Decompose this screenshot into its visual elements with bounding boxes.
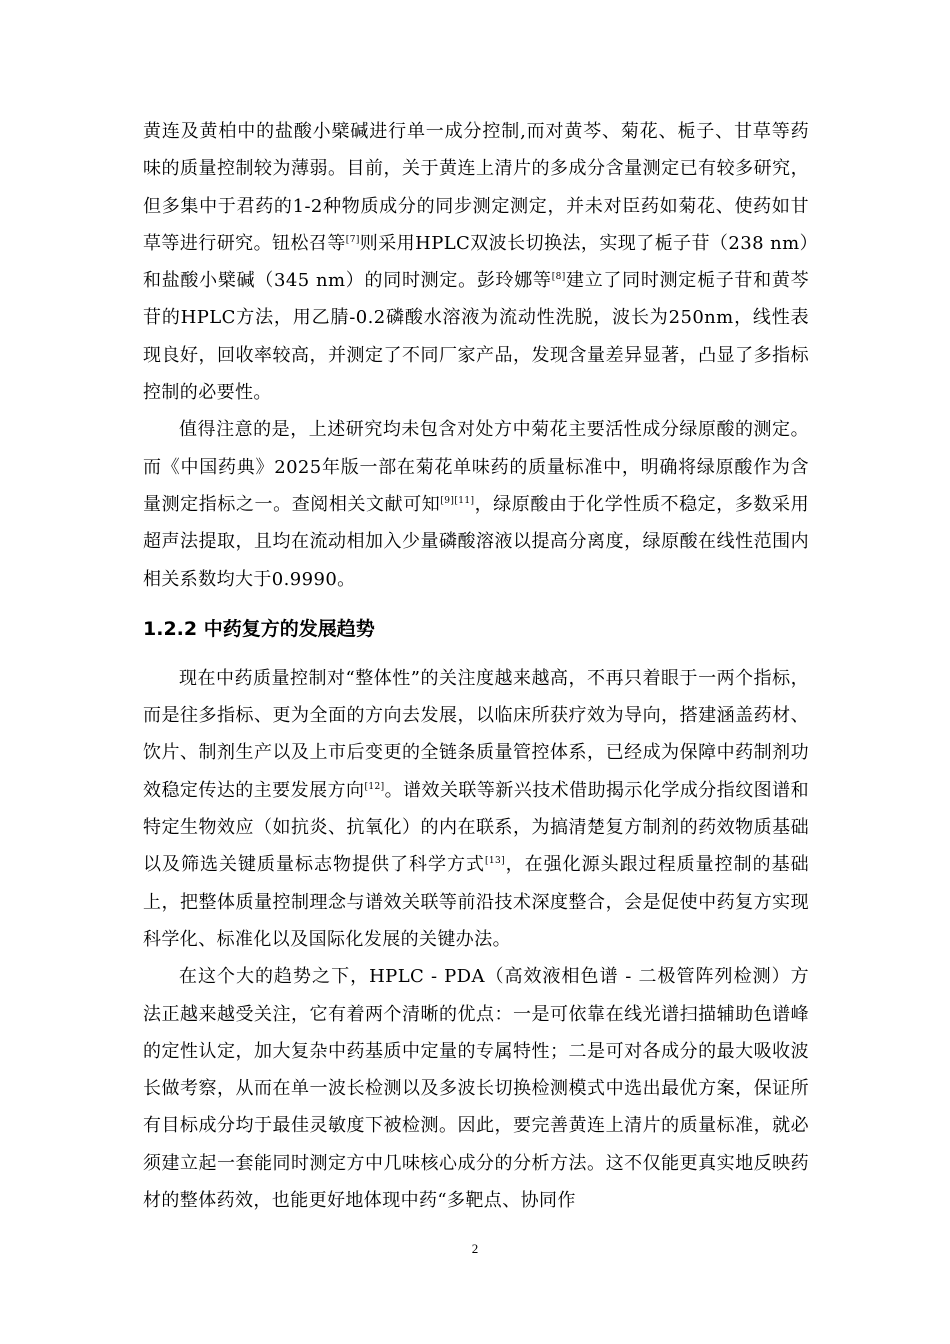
citation-7: [7]	[345, 234, 360, 245]
paragraph-3-text-b: 。谱效关联等新兴技术借助揭示化学成分指纹图谱和特定生物效应（如抗炎、抗氧化）的内在联系，为搞清楚复方制剂的药效物质基础以及筛选关键质量标志物提供了科学方式	[143, 779, 809, 876]
paragraph-1-text-a: 黄连及黄柏中的盐酸小檗碱进行单一成分控制,而对黄芩、菊花、栀子、甘草等药味的质量控制较为薄弱。目前，关于黄连上清片的多成分含量测定已有较多研究，但多集中于君药的1-2种物质成分的同步测定测定，并未对臣药如菊花、使药如甘草等进行研究。钮松召等	[143, 121, 809, 254]
paragraph-3-text-c: ，在强化源头跟过程质量控制的基础上，把整体质量控制理念与谱效关联等前沿技术深度整合，会是促使中药复方实现科学化、标准化以及国际化发展的关键办法。	[143, 854, 809, 950]
paragraph-2-text-b: ，绿原酸由于化学性质不稳定，多数采用超声法提取，且均在流动相加入少量磷酸溶液以提高分离度，绿原酸在线性范围内相关系数均大于0.9990。	[143, 493, 809, 590]
paragraph-2-text-a: 值得注意的是，上述研究均未包含对处方中菊花主要活性成分绿原酸的测定。而《中国药典》2025年版一部在菊花单味药的质量标准中，明确将绿原酸作为含量测定指标之一。查阅相关文献可知	[143, 419, 809, 515]
citation-8: [8]	[551, 272, 566, 283]
paragraph-2	[143, 411, 809, 597]
citation-13: [13]	[484, 856, 506, 867]
section-heading: 1.2.2 中药复方的发展趋势	[143, 617, 375, 640]
paragraph-4	[143, 958, 809, 1219]
paragraph-1-text-c: 建立了同时测定栀子苷和黄芩苷的HPLC方法，用乙腈-0.2磷酸水溶液为流动性洗脱，波长为250nm，线性表现良好，回收率较高，并测定了不同厂家产品，发现含量差异显著，凸显了多指标控制的必要性。	[143, 270, 809, 404]
paragraph-1	[143, 113, 809, 411]
paragraph-4-text: 在这个大的趋势之下，HPLC - PDA（高效液相色谱 - 二极管阵列检测）方法正越来越受关注，它有着两个清晰的优点：一是可依靠在线光谱扫描辅助色谱峰的定性认定，加大复杂中药基质中定量的专属特性；二是可对各成分的最大吸收波长做考察，从而在单一波长检测以及多波长切换检测模式中选出最优方案，保证所有目标成分均于最佳灵敏度下被检测。因此，要完善黄连上清片的质量标准，就必须建立起一套能同时测定方中几味核心成分的分析方法。这不仅能更真实地反映药材的整体药效，也能更好地体现中药“多靶点、协同作	[143, 966, 809, 1212]
citation-9-11: [9][11]	[440, 495, 475, 506]
page-body	[143, 113, 809, 1219]
paragraph-1-text-b: 则采用HPLC双波长切换法，实现了栀子苷（238 nm）和盐酸小檗碱（345 nm）的同时测定。彭玲娜等	[143, 232, 809, 292]
page-number: 2	[471, 1241, 479, 1256]
citation-12: [12]	[364, 781, 385, 792]
paragraph-3	[143, 660, 809, 958]
paragraph-3-text-a: 现在中药质量控制对“整体性”的关注度越来越高，不再只着眼于一两个指标，而是往多指标、更为全面的方向去发展，以临床所获疗效为导向，搭建涵盖药材、饮片、制剂生产以及上市后变更的全链条质量管控体系，已经成为保障中药制剂功效稳定传达的主要发展方向	[143, 667, 809, 801]
